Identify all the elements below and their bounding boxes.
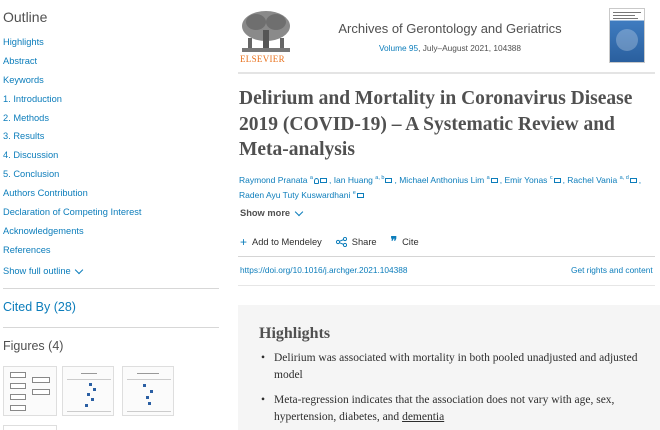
outline-item-highlights[interactable]: Highlights [3, 37, 44, 47]
article-title: Delirium and Mortality in Coronavirus Disease 2019 (COVID-19) – A Systematic Review and Meta-analysis [239, 88, 633, 160]
author-list: Raymond Pranata $^a$ , Ian Huang $^{a, b}$ , Michael Anthonius Lim $^a$ , Emir Yonas $^c$ , Rachel Vania $^{a, d}$ , Raden Ayu Tuty Kuswardhani $^e$ [239, 174, 642, 201]
mendeley-label: Add to Mendeley [252, 236, 322, 247]
outline-item-references[interactable]: References [3, 244, 51, 255]
thumbnail-line [137, 373, 159, 374]
outline-item-competing-interest[interactable]: Declaration of Competing Interest [3, 207, 142, 218]
dementia-link[interactable]: dementia [402, 411, 445, 423]
cited-by-link[interactable]: Cited By (28) [3, 300, 76, 314]
highlights-section [238, 305, 660, 430]
outline-item-authors-contribution[interactable]: Authors Contribution [3, 188, 88, 199]
mail-icon[interactable] [491, 178, 498, 183]
journal-cover-image[interactable] [609, 8, 645, 63]
share-button[interactable] [336, 237, 377, 247]
show-more-label: Show more [240, 208, 291, 218]
share-icon [336, 237, 347, 247]
share-label: Share [351, 236, 377, 247]
forest-plot-point [91, 398, 94, 401]
forest-plot-point [150, 390, 153, 393]
article-actions [240, 234, 433, 249]
highlights-list [259, 350, 639, 430]
flowchart-box [10, 405, 26, 411]
outline-list [3, 36, 142, 263]
outline-item-results[interactable]: 3. Results [3, 131, 45, 142]
author-affiliation: e [352, 190, 356, 197]
show-more-button[interactable] [240, 208, 302, 218]
mail-icon[interactable] [320, 178, 327, 183]
thumbnail-line [127, 379, 171, 380]
author-link[interactable]: Ian Huang [333, 174, 373, 185]
mail-icon[interactable] [385, 178, 392, 183]
outline-item-discussion[interactable]: 4. Discussion [3, 150, 59, 161]
journal-issue-info [300, 43, 600, 53]
flowchart-box [10, 372, 26, 378]
figure-thumbnail-2[interactable] [62, 366, 114, 416]
forest-plot-point [148, 402, 151, 405]
cover-line [613, 15, 635, 16]
author-link[interactable]: Emir Yonas [504, 174, 548, 185]
thumbnail-line [67, 379, 111, 380]
thumbnail-line [81, 373, 97, 374]
author-link[interactable]: Raden Ayu Tuty Kuswardhani [239, 190, 351, 201]
thumbnail-line [67, 411, 111, 412]
highlight-item [259, 350, 639, 384]
forest-plot-point [143, 384, 146, 387]
author-link[interactable]: Raymond Pranata [239, 174, 308, 185]
cover-line [613, 18, 638, 19]
outline-item-abstract[interactable]: Abstract [3, 55, 38, 66]
chevron-down-icon [295, 207, 303, 215]
outline-item-keywords[interactable]: Keywords [3, 74, 44, 85]
author-link[interactable]: Michael Anthonius Lim [399, 174, 485, 185]
doi-link[interactable]: https://doi.org/10.1016/j.archger.2021.104388 [240, 265, 408, 275]
person-icon [314, 178, 319, 184]
journal-title[interactable]: Archives of Gerontology and Geriatrics [338, 21, 562, 36]
show-full-outline-label: Show full outline [3, 266, 71, 276]
cover-graphic [616, 29, 638, 51]
figure-thumbnail-1[interactable] [3, 366, 57, 416]
forest-plot-point [85, 404, 88, 407]
flowchart-box [10, 383, 26, 389]
outline-sidebar [0, 0, 222, 430]
author-affiliation: a, b [375, 175, 385, 181]
issue-info: , July–August 2021, 104388 [418, 43, 522, 53]
header-divider [238, 72, 655, 74]
flowchart-box [32, 389, 50, 395]
forest-plot-point [89, 383, 92, 386]
outline-item-methods[interactable]: 2. Methods [3, 112, 49, 123]
cite-button[interactable] [391, 234, 419, 249]
divider [3, 288, 219, 289]
forest-plot-point [87, 393, 90, 396]
author-affiliation: c [549, 175, 553, 181]
outline-title: Outline [3, 9, 48, 25]
divider [238, 256, 655, 257]
show-full-outline-button[interactable] [3, 266, 82, 276]
add-to-mendeley-button[interactable] [240, 234, 322, 249]
forest-plot-point [146, 396, 149, 399]
figure-thumbnail-4[interactable] [3, 425, 57, 430]
outline-item-conclusion[interactable]: 5. Conclusion [3, 169, 60, 180]
author-affiliation: a [309, 175, 313, 181]
highlight-item [259, 392, 639, 426]
forest-plot-point [93, 388, 96, 391]
highlight-text: Delirium was associated with mortality in both pooled unadjusted and adjusted model [274, 352, 638, 381]
thumbnail-line [127, 411, 171, 412]
outline-item-introduction[interactable]: 1. Introduction [3, 93, 62, 104]
rights-link[interactable]: Get rights and content [571, 265, 653, 275]
mail-icon[interactable] [357, 193, 364, 198]
cite-label: Cite [402, 236, 419, 247]
author-affiliation: a [486, 175, 490, 181]
outline-item-acknowledgements[interactable]: Acknowledgements [3, 225, 84, 236]
highlight-text: Meta-regression indicates that the association does not vary with age, sex, hypertension, diabetes, and [274, 394, 615, 423]
flowchart-box [10, 394, 26, 400]
figures-title: Figures (4) [3, 339, 64, 353]
mail-icon[interactable] [630, 178, 637, 183]
mail-icon[interactable] [554, 178, 561, 183]
chevron-down-icon [74, 265, 82, 273]
divider [3, 327, 219, 328]
divider [238, 285, 655, 286]
author-affiliation: a, d [619, 175, 629, 181]
quote-icon: ❞ [390, 234, 398, 248]
author-link[interactable]: Rachel Vania [567, 174, 618, 185]
cover-line [613, 12, 641, 13]
volume-link[interactable]: Volume 95 [378, 43, 419, 53]
plus-icon: + [240, 234, 248, 249]
highlights-title: Highlights [259, 325, 331, 342]
flowchart-box [32, 377, 50, 383]
figure-thumbnail-3[interactable] [122, 366, 174, 416]
publisher-name[interactable]: ELSEVIER [240, 54, 285, 64]
